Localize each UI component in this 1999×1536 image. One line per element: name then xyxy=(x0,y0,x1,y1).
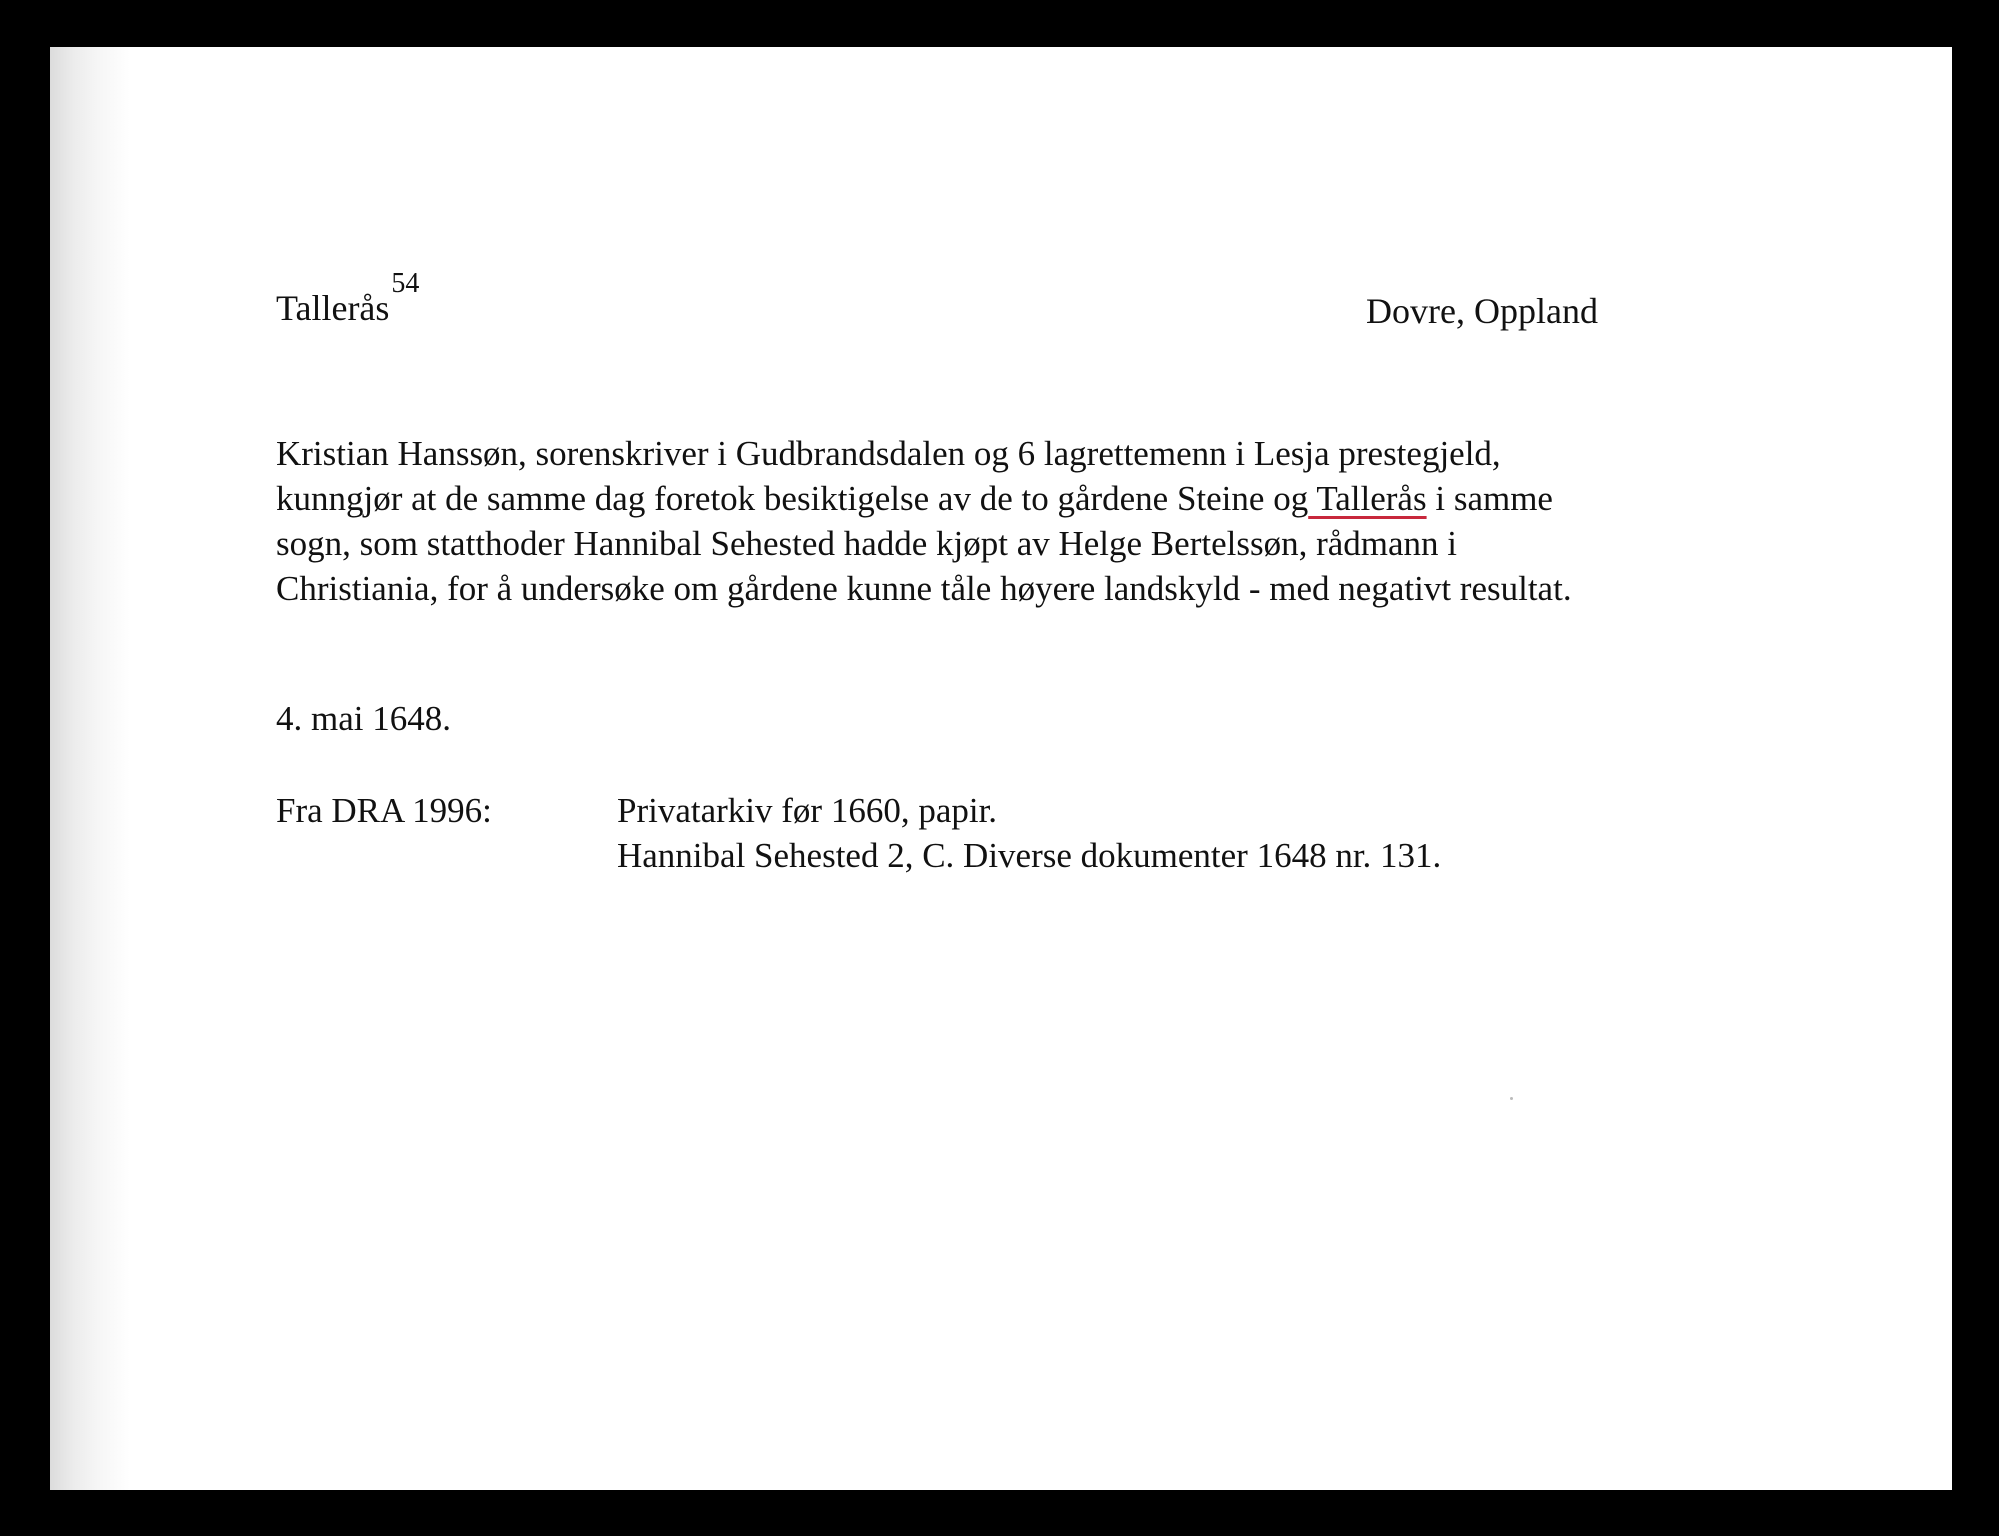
source-line-2: Hannibal Sehested 2, C. Diverse dokumenter 1648 nr. 131. xyxy=(617,836,1442,875)
abstract-line-1: Kristian Hanssøn, sorenskriver i Gudbrandsdalen og 6 lagrettemenn i Lesja prestegjeld, xyxy=(276,434,1501,473)
document-page xyxy=(50,47,1952,1490)
document-date: 4. mai 1648. xyxy=(276,699,451,738)
document-title xyxy=(276,268,420,334)
abstract-line-2-start: kunngjør at de samme dag foretok besiktigelse av de to gårdene Steine og xyxy=(276,479,1309,518)
abstract-line-2 xyxy=(276,476,1572,521)
paper-speck xyxy=(1510,1097,1513,1100)
abstract-line-2-end: i samme xyxy=(1426,479,1553,518)
source-label: Fra DRA 1996: xyxy=(276,791,492,830)
document-abstract xyxy=(276,431,1572,611)
page-edge-shadow xyxy=(50,47,130,1490)
underlined-place-name: Tallerås xyxy=(1308,479,1427,518)
title-footnote-number: 54 xyxy=(391,268,420,299)
document-location: Dovre, Oppland xyxy=(1366,291,1598,331)
source-details xyxy=(617,788,1441,878)
title-text: Tallerås xyxy=(276,288,390,328)
abstract-line-3: sogn, som statthoder Hannibal Sehested hadde kjøpt av Helge Bertelssøn, rådmann i xyxy=(276,524,1457,563)
abstract-line-4: Christiania, for å undersøke om gårdene kunne tåle høyere landskyld - med negativt resultat. xyxy=(276,569,1572,608)
source-line-1: Privatarkiv før 1660, papir. xyxy=(617,791,998,830)
